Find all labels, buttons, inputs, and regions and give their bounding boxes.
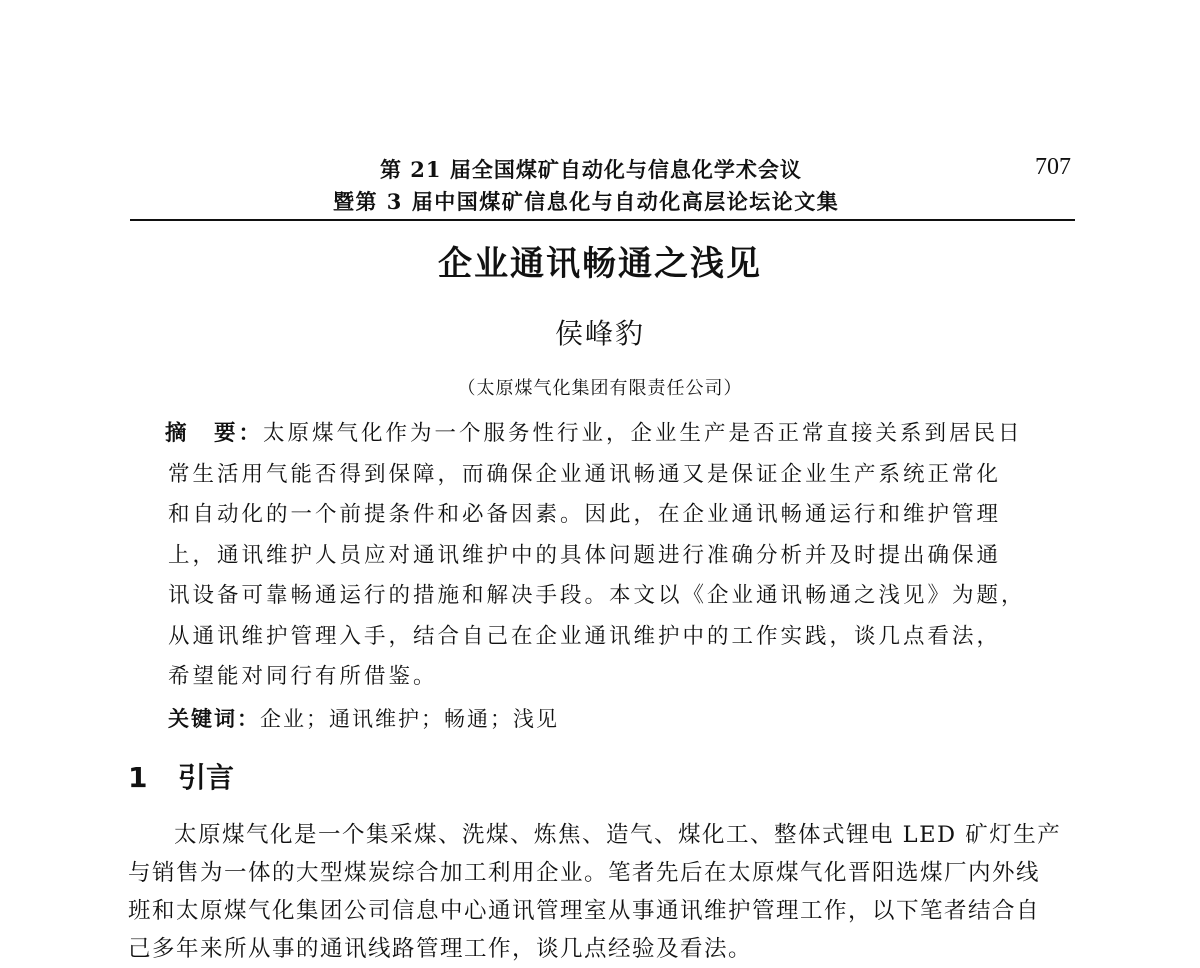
header-rule (130, 219, 1075, 221)
keywords (168, 703, 559, 733)
section-body (128, 816, 1078, 968)
body-line: 己多年来所从事的通讯线路管理工作，谈几点经验及看法。 (128, 936, 753, 962)
abstract-line: 上，通讯维护人员应对通讯维护中的具体问题进行准确分析并及时提出确保通 (168, 542, 1002, 568)
body-line: 太原煤气化是一个集采煤、洗煤、炼焦、造气、煤化工、整体式锂电 LED 矿灯生产 (174, 822, 1062, 848)
paper-title: 企业通讯畅通之浅见 (438, 244, 762, 284)
section-heading (128, 756, 234, 796)
conference-title-line2: 暨第 3 届中国煤矿信息化与自动化高层论坛论文集 (333, 189, 840, 214)
abstract-text: 太原煤气化作为一个服务性行业，企业生产是否正常直接关系到居民日 (263, 421, 1023, 446)
abstract-line: 希望能对同行有所借鉴。 (168, 664, 438, 689)
page-number: 707 (1035, 154, 1071, 180)
abstract-line: 常生活用气能否得到保障，而确保企业通讯畅通又是保证企业生产系统正常化 (168, 461, 1002, 487)
body-line: 班和太原煤气化集团公司信息中心通讯管理室从事通讯维护管理工作，以下笔者结合自 (128, 898, 1041, 924)
abstract-line (165, 414, 1025, 455)
paper-author: 侯峰豹 (554, 317, 645, 350)
abstract (165, 414, 1025, 698)
section-number: 1 (128, 761, 148, 794)
running-header (130, 152, 1075, 216)
abstract-label: 摘 要： (165, 421, 264, 446)
abstract-line: 从通讯维护管理入手，结合自己在企业通讯维护中的工作实践，谈几点看法， (168, 623, 1002, 649)
abstract-line: 和自动化的一个前提条件和必备因素。因此，在企业通讯畅通运行和维护管理 (168, 502, 1002, 527)
keywords-label: 关键词： (168, 707, 260, 731)
abstract-line: 讯设备可靠畅通运行的措施和解决手段。本文以《企业通讯畅通之浅见》为题， (168, 583, 1026, 608)
author-affiliation: （太原煤气化集团有限责任公司） (457, 378, 743, 399)
keywords-text: 企业；通讯维护；畅通；浅见 (260, 707, 559, 731)
section-title: 引言 (178, 761, 235, 794)
conference-title-line1: 第 21 届全国煤矿自动化与信息化学术会议 (380, 157, 802, 182)
body-line: 与销售为一体的大型煤炭综合加工利用企业。笔者先后在太原煤气化晋阳选煤厂内外线 (128, 860, 1041, 886)
